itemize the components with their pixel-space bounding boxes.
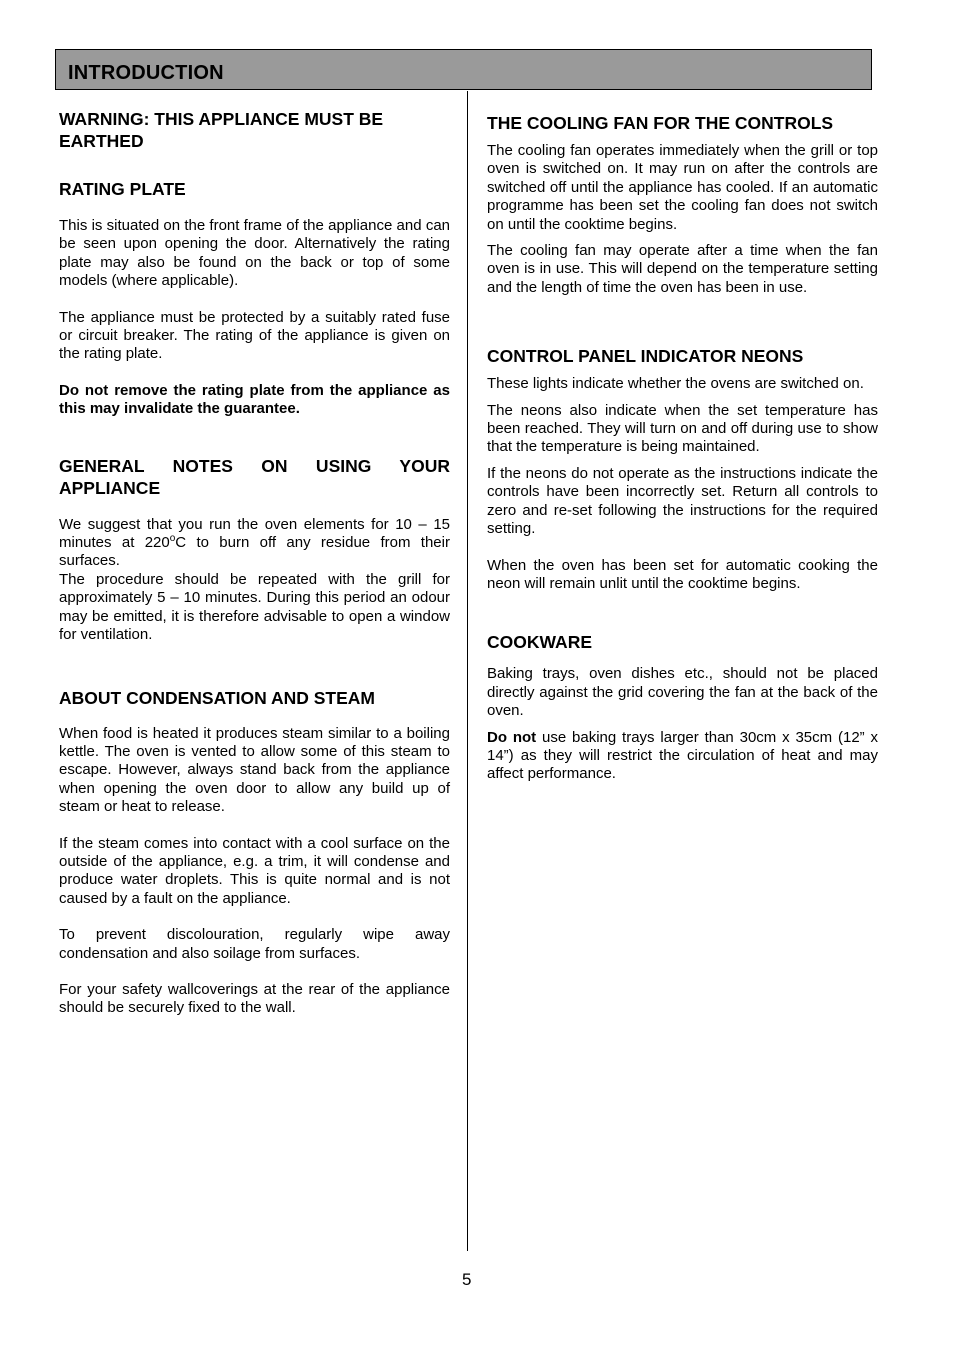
cookware-paragraph-1: Baking trays, oven dishes etc., should not be placed directly against the grid covering the fan at the back of the oven. [487,665,878,720]
neons-paragraph-1: These lights indicate whether the ovens are switched on. [487,375,864,393]
cooling-fan-paragraph-2: The cooling fan may operate after a time when the fan oven is in use. This will depend on the temperature setting and the length of time the oven has been in use. [487,242,878,296]
general-notes-text-b: C to burn off any residue from their surfaces. [59,534,450,570]
neons-heading: CONTROL PANEL INDICATOR NEONS [487,346,804,367]
rating-plate-warning: Do not remove the rating plate from the appliance as this may invalidate the guarantee. [59,381,450,418]
column-divider [467,91,468,1251]
neons-paragraph-3: If the neons do not operate as the instructions indicate the controls have been incorrectly set. Return all controls to zero and re-set following the instructions for the required setting. [487,464,878,538]
rating-plate-paragraph-2: The appliance must be protected by a suitably rated fuse or circuit breaker. The rating of the appliance is given on the rating plate. [59,308,450,363]
neons-paragraph-4: When the oven has been set for automatic cooking the neon will remain unlit until the cooktime begins. [487,556,878,592]
degree-symbol: o [169,533,176,545]
cooling-fan-paragraph-1: The cooling fan operates immediately when the grill or top oven is switched on. It may run on after the controls are switched off until the appliance has cooled. If an automatic programme has been set the cooling fan does not switch on until the cooktime begins. [487,142,878,233]
warning-heading: WARNING: THIS APPLIANCE MUST BE EARTHED [59,109,384,151]
condensation-paragraph-4: For your safety wallcoverings at the rear of the appliance should be securely fixed to the wall. [59,980,450,1017]
condensation-paragraph-3: To prevent discolouration, regularly wipe away condensation and also soilage from surfaces. [59,926,450,962]
cookware-heading: COOKWARE [487,632,592,653]
cookware-do-not: Do not [487,728,537,746]
rating-plate-heading: RATING PLATE [59,179,186,199]
cookware-paragraph-2 [487,729,878,784]
condensation-heading: ABOUT CONDENSATION AND STEAM [59,687,375,708]
condensation-paragraph-1: When food is heated it produces steam similar to a boiling kettle. The oven is vented to allow some of this steam to escape. However, always stand back from the appliance when opening the oven door to allow any build up of steam or heat to release. [59,724,450,816]
condensation-paragraph-2: If the steam comes into contact with a cool surface on the outside of the appliance, e.g. a trim, it will condense and produce water droplets. This is quite normal and is not caused by a fault on the appliance. [59,834,450,907]
right-column [487,112,878,784]
general-notes-text-a: We suggest that you run the oven elements for 10 – 15 minutes at 220 [59,515,450,552]
page-title: INTRODUCTION [68,62,224,84]
general-notes-heading-line-2: APPLIANCE [59,477,161,498]
neons-paragraph-2: The neons also indicate when the set temperature has been reached. They will turn on and off during use to show that the temperature is being maintained. [487,401,878,456]
cooling-fan-heading: THE COOLING FAN FOR THE CONTROLS [487,113,834,133]
general-notes-paragraph-2: The procedure should be repeated with the grill for approximately 5 – 10 minutes. During this period an odour may be emitted, it is therefore advisable to open a window for ventilation. [59,570,450,644]
left-column [59,108,450,1018]
rating-plate-paragraph-1: This is situated on the front frame of the appliance and can be seen upon opening the door. Alternatively the rating plate may also be found on the back or top of some models (where applicable). [59,217,450,290]
cookware-paragraph-2-rest: use baking trays larger than 30cm x 35cm (12” x 14”) as they will restrict the circulation of heat and may affect performance. [487,728,878,783]
section-header-bar [55,49,872,90]
page-number: 5 [462,1270,472,1289]
general-notes-heading [59,455,450,499]
general-notes-paragraph-1 [59,516,450,571]
general-notes-heading-line-1: GENERAL NOTES ON USING YOUR [59,455,450,476]
